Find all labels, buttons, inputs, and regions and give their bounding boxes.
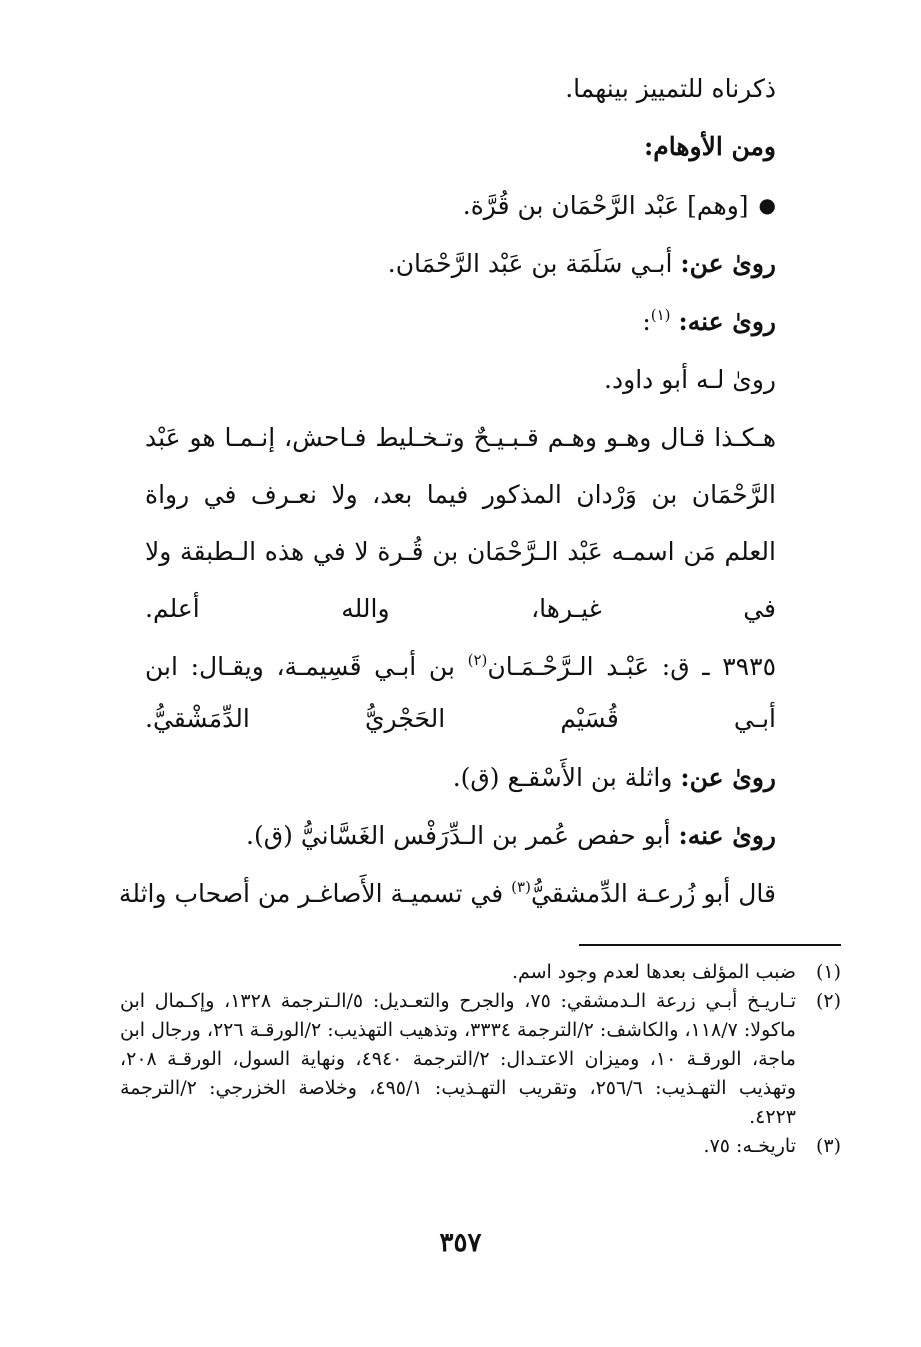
page-number: ٣٥٧ (439, 1228, 482, 1258)
text-segment: في تسميـة الأَصاغـر من أصحاب واثلة (118, 879, 504, 908)
text-line (118, 865, 776, 923)
footnote-ref: (٣) (511, 878, 531, 896)
footnote (120, 1132, 841, 1161)
footnotes (120, 958, 841, 1161)
narrated-by-label: روىٰ عنه: (678, 821, 776, 850)
footnote-number: (٢) (815, 990, 841, 1012)
entry-heading-tail: بن أبـي قَسِيمـة، ويقـال: ابن أبـي قُسَيْم الحَجْريُّ الدِّمَشْقيُّ. (145, 652, 776, 733)
narrated-from-text: أبـي سَلَمَة بن عَبْد الرَّحْمَان. (387, 249, 673, 278)
bullet-icon: ● (758, 193, 776, 217)
text-line: روىٰ لـه أبو داود. (604, 365, 776, 394)
entry-heading-text: ٣٩٣٥ ـ ق: عَبْـد الـرَّحْـمَـان (487, 652, 776, 681)
narrated-from (145, 749, 776, 807)
narrated-from-text: واثلة بن الأَسْقـع (ق). (452, 763, 673, 792)
narrated-by (145, 293, 776, 351)
section-heading: ومن الأوهام: (644, 132, 776, 161)
footnote-divider (579, 944, 841, 946)
entry-title-text: [وهم] عَبْد الرَّحْمَان بن قُرَّة. (462, 191, 749, 220)
narrated-by-text: أبو حفص عُمر بن الـدِّرَفْس الغَسَّانيُّ (ق). (246, 821, 671, 850)
footnote-ref: (٢) (467, 651, 488, 669)
text-segment: قال أبو زُرعـة الدِّمشقيُّ (530, 879, 776, 908)
footnote (120, 987, 841, 1132)
narrated-by (145, 807, 776, 865)
narrated-by-text: : (642, 307, 651, 336)
footnote-number: (٣) (815, 1135, 841, 1157)
narrated-from-label: روىٰ عن: (680, 763, 776, 792)
entry-heading (145, 641, 776, 745)
commentary-paragraph: هـكـذا قـال وهـو وهـم قـبـيـحٌ وتـخـليط فـاحش، إنـمـا هو عَبْد الرَّحْمَان بن وَرْدان المذكور فيما بعد، ولا نعـرف في رواة العلم مَن اسمـه عَبْد الـرَّحْمَان بن قُـرة لا في هذه الـطبقة ولا في غيـرها، والله أعلم. (145, 423, 776, 623)
footnote-ref: (١) (650, 306, 671, 324)
narrated-from (145, 235, 776, 293)
main-text (118, 60, 776, 923)
footnote-text: تـاريـخ أبـي زرعة الـدمشقي: ٧٥، والجرح والتعـديل: ٥/الـترجمة ١٣٢٨، وإكـمال ابن ماكولا: ١١٨/٧، والكاشف: ٢/الترجمة ٣٣٣٤، وتذهيب التهذيب: ٢/الورقـة ٢٢٦، ورجال ابن ماجة، الورقـة ١٠، وميزان الاعتـدال: ٢/الترجمة ٤٩٤٠، ونهاية السول، الورقـة ٢٠٨، وتهذيب التهـذيب: ٢٥٦/٦، وتقريب التهـذيب: ٤٩٥/١، وخلاصة الخزرجي: ٢/الترجمة ٤٢٢٣. (120, 990, 796, 1128)
narrated-by-label: روىٰ عنه: (678, 307, 776, 336)
footnote-text: تاريخـه: ٧٥. (703, 1135, 796, 1157)
entry-title (145, 176, 776, 235)
narrated-from-label: روىٰ عن: (680, 249, 776, 278)
text-line: ذكرناه للتمييز بينهما. (565, 74, 776, 103)
footnote-number: (١) (815, 961, 841, 983)
footnote (120, 958, 841, 987)
footnote-text: ضبب المؤلف بعدها لعدم وجود اسم. (511, 961, 796, 983)
